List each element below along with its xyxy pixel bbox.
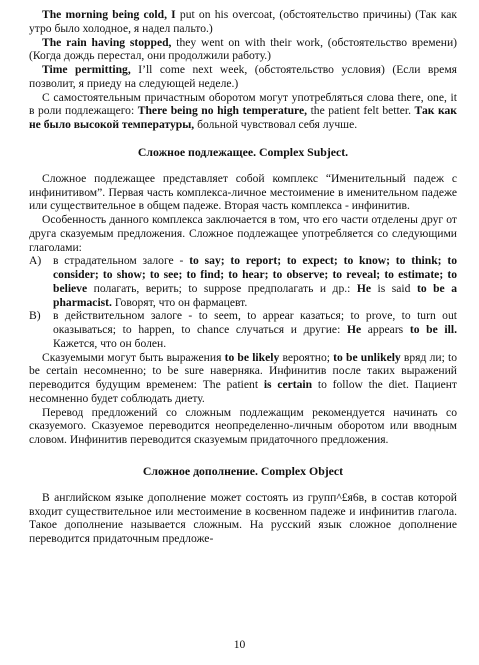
paragraph-text: Сказуемыми могут быть выражения [42,350,225,364]
paragraph-text: they went on with their work, (обстоятельство времени) (Когда дождь перестал, они продолжили работу.) [29,35,458,63]
paragraph-translation-advice: Перевод предложений со сложным подлежащим рекомендуется начинать со сказуемого. Сказуемое переводится неопределенно-личным оборотом или вводным словом. Инфинитив переводится сказуемым придаточного предложения. [29,405,457,446]
list-text: Говорят, что он фармацевт. [111,295,248,309]
page-number: 10 [233,638,246,651]
list-text: is said [371,281,417,295]
paragraph-text: вероятно; [279,350,334,364]
paragraph-predicate-expressions [29,351,457,406]
example-subject: He [356,281,372,295]
list-item-active-voice [29,309,457,350]
list-marker: А) [29,254,42,268]
expression: to be likely [224,350,280,364]
paragraph-absolute-time [29,36,457,64]
example-phrase: Time permitting, [42,63,131,76]
example-phrase: The morning being cold, I [42,8,176,21]
list-text: в страдательном залоге - [53,254,190,268]
list-text: Кажется, что он болен. [53,336,167,350]
list-text: полагать, верить; to suppose предполагать и др.: [87,281,357,295]
list-item-body [53,309,457,350]
expression: is certain [263,378,313,391]
example-phrase: The rain having stopped, [42,35,172,49]
example-infinitive: to be ill. [409,323,457,336]
example-subject: He [346,323,362,336]
section-heading-complex-object: Сложное дополнение. Complex Object [142,463,344,478]
list-item-passive-voice [29,254,457,309]
example-translation: Так как не было высокой температуры, [29,104,457,131]
list-item-body [53,254,457,309]
list-marker: В) [29,309,41,323]
paragraph-there-being [29,91,457,132]
example-infinitive: to be a pharmacist. [53,281,457,309]
section-heading-complex-subject: Сложное подлежащее. Complex Subject. [137,144,349,159]
paragraph-text: I’ll come next week, (обстоятельство условия) (Если время позволит, я приеду на следующей неделе.) [29,63,457,90]
example-phrase: There being no high temperature, [137,104,308,118]
paragraph-complex-subject-feature: Особенность данного комплекса заключается в том, что его части отделены друг от друга сказуемым предложения. Сложное подлежащее употребляется со следующими глаголами: [29,213,457,254]
paragraph-absolute-condition [29,63,457,91]
list-text: appears [361,323,410,336]
paragraph-complex-object-definition: В английском языке дополнение может состоять из групп^£я6в, в состав которой входит существительное или местоимение в косвенном падеже и инфинитив глагола. Такое дополнение называется сложным. На русский язык сложное дополнение переводится придаточным предложе- [29,490,457,545]
paragraph-text: вряд ли; to be certain несомненно; to be sure наверняка. Инфинитив после таких выражений переводится будущим временем: The patient [29,350,457,391]
verb-list: to say; to report; to expect; to know; to think; to consider; to show; to see; to find; to hear; to observe; to reveal; to estimate; to believe [53,254,458,295]
paragraph-absolute-cause [29,8,457,36]
paragraph-text: put on his overcoat, (обстоятельство причины) (Так как утро было холодное, я надел пальто.) [29,8,457,35]
paragraph-text: to follow the diet. Пациент несомненно будет соблюдать диету. [29,378,457,405]
paragraph-text: больной чувствовал себя лучше. [194,118,358,131]
paragraph-complex-subject-definition: Сложное подлежащее представляет собой комплекс “Именительный падеж с инфинитивом”. Первая часть комплекса-личное местоимение в именительном падеже или существительное в общем падеже. Вторая часть комплекса - инфинитив. [29,171,457,213]
paragraph-text: С самостоятельным причастным оборотом могут употребляться слова there, one, it в роли подлежащего: [29,90,457,118]
expression: to be unlikely [333,350,401,364]
list-text: в действительном залоге - to seem, to appear казаться; to prove, to turn out оказываться; to happen, to chance случаться и другие: [53,309,457,336]
paragraph-text: the patient felt better. [307,104,415,118]
